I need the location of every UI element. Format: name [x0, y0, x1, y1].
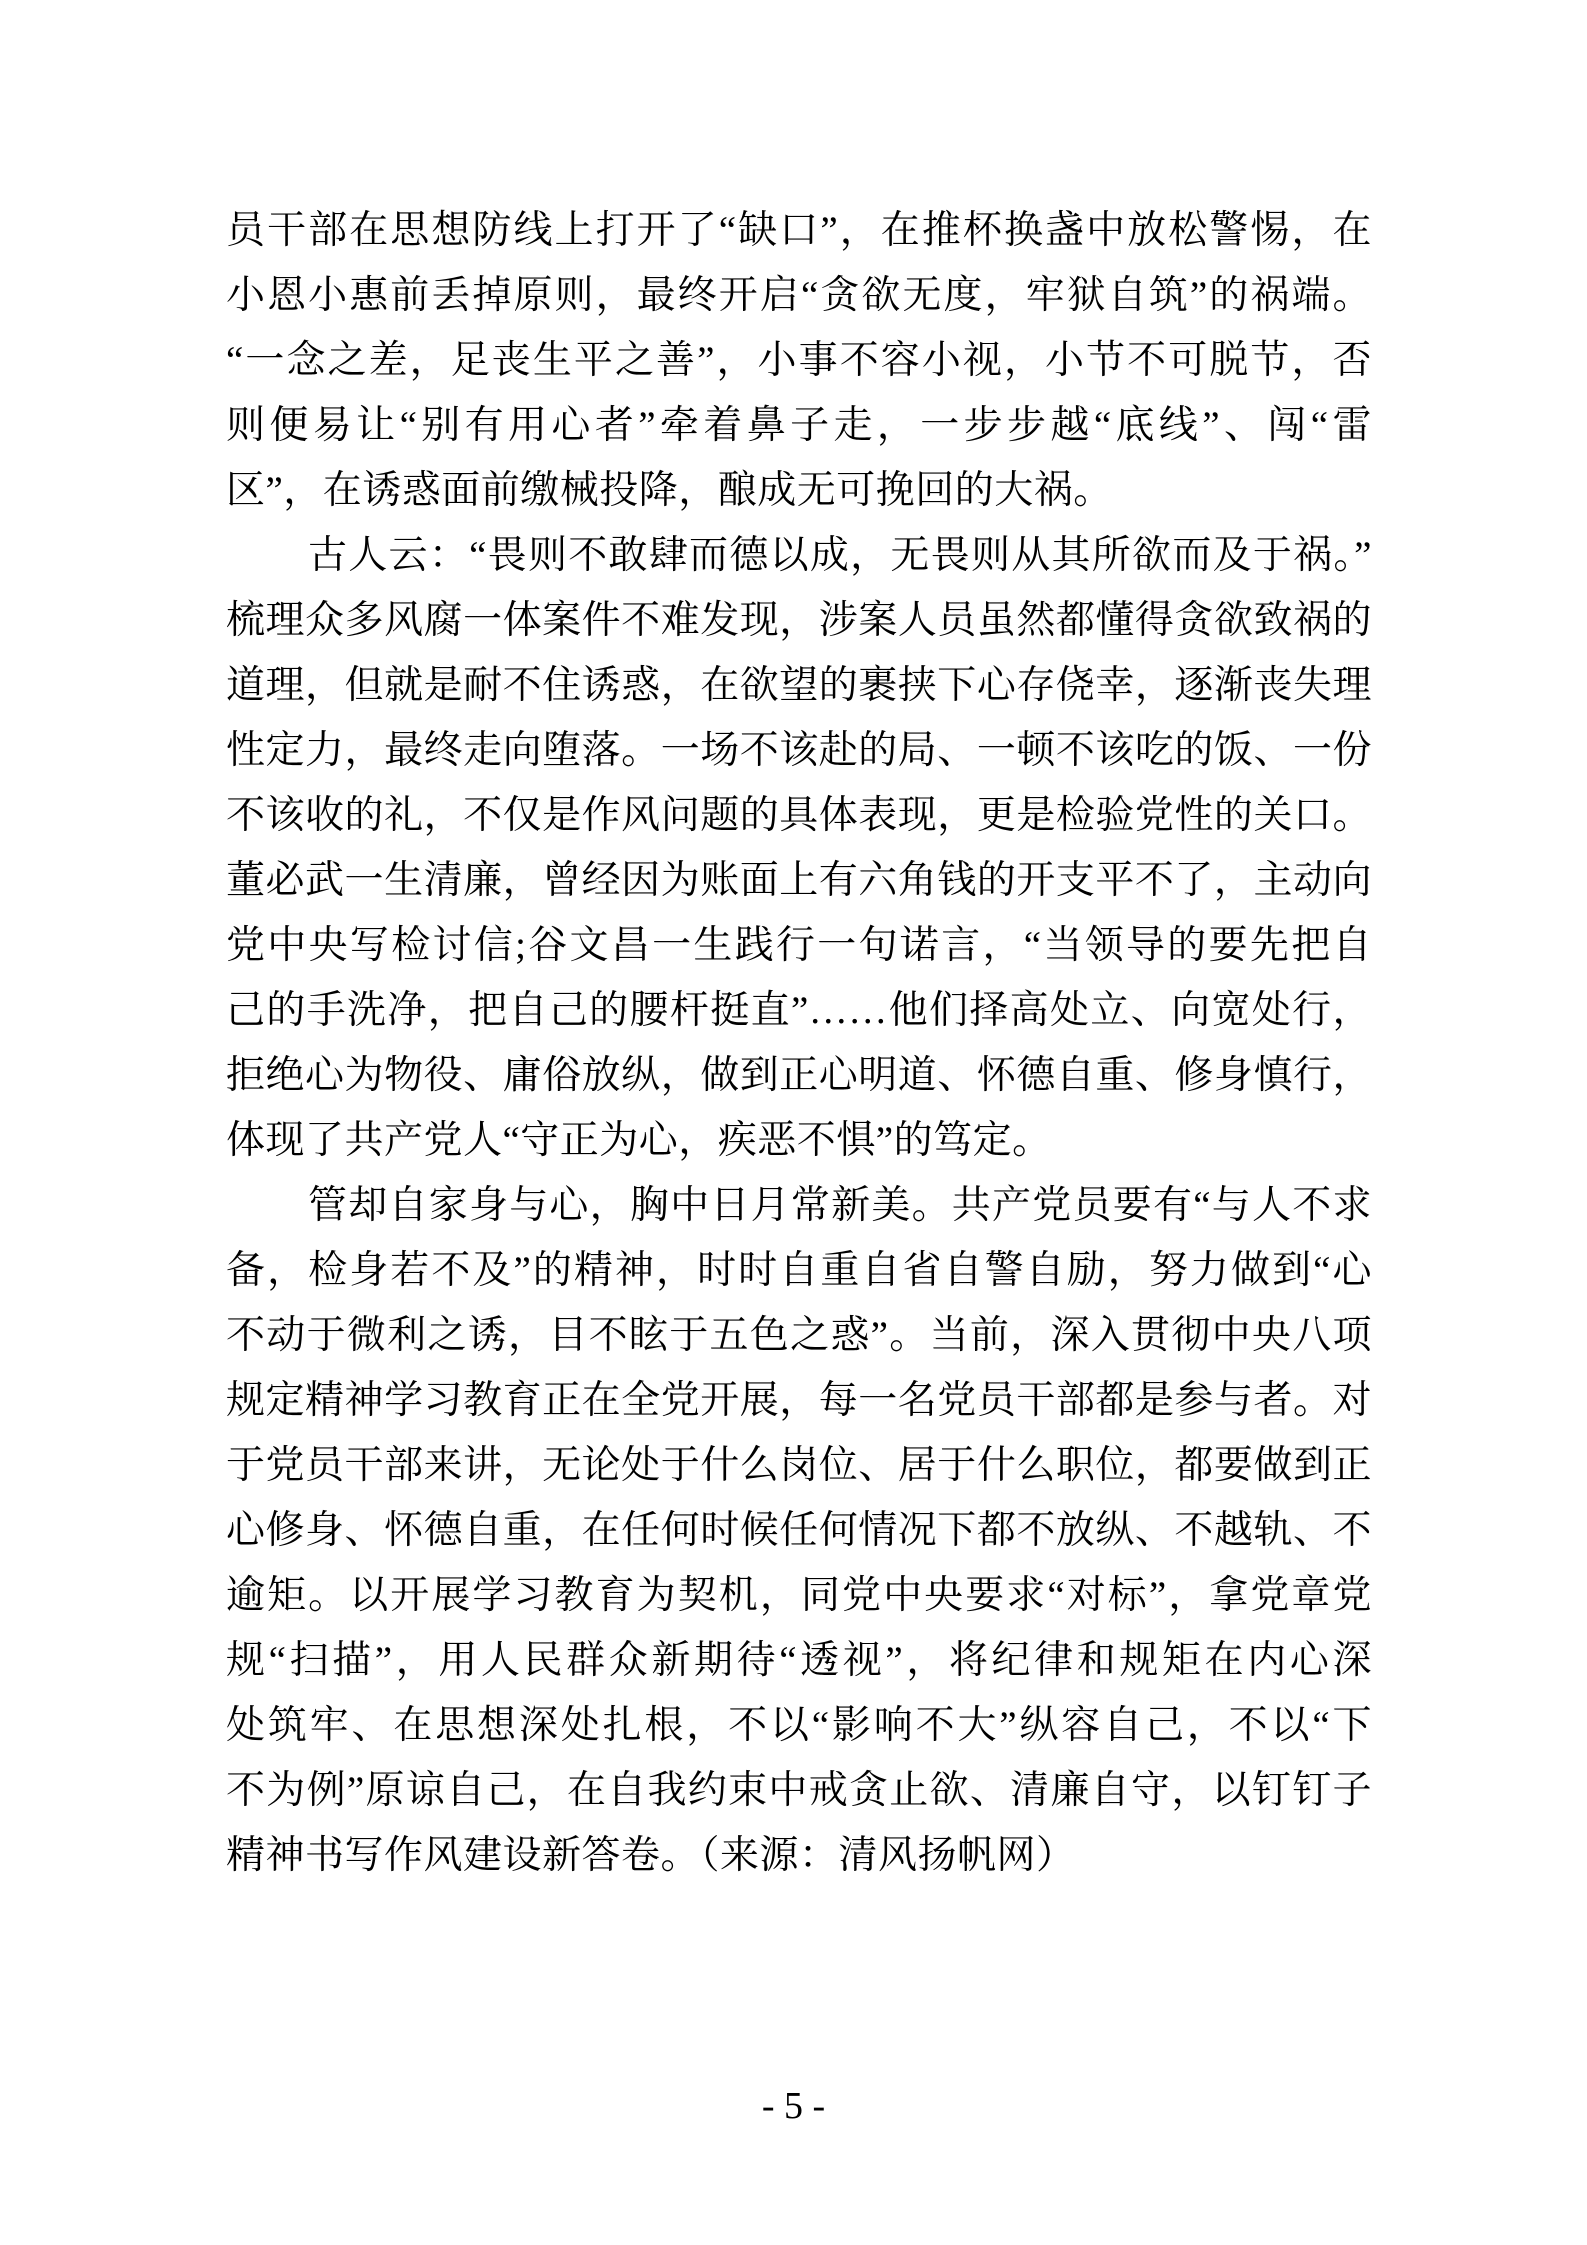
text-line: “一念之差，足丧生平之善”，小事不容小视，小节不可脱节，否: [226, 339, 1372, 382]
text-line: 不动于微利之诱，目不眩于五色之惑”。当前，深入贯彻中央八项: [226, 1314, 1372, 1357]
text-line: 性定力，最终走向堕落。一场不该赴的局、一顿不该吃的饭、一份: [226, 729, 1372, 772]
text-line: 梳理众多风腐一体案件不难发现，涉案人员虽然都懂得贪欲致祸的: [226, 599, 1372, 642]
text-line: 规定精神学习教育正在全党开展，每一名党员干部都是参与者。对: [226, 1379, 1372, 1422]
text-line: 精神书写作风建设新答卷。（来源：清风扬帆网）: [226, 1834, 1076, 1877]
text-line: 逾矩。以开展学习教育为契机，同党中央要求“对标”，拿党章党: [226, 1574, 1372, 1617]
text-line: 规“扫描”，用人民群众新期待“透视”，将纪律和规矩在内心深: [226, 1639, 1372, 1682]
text-line: 董必武一生清廉，曾经因为账面上有六角钱的开支平不了，主动向: [226, 859, 1372, 902]
text-line: 道理，但就是耐不住诱惑，在欲望的裹挟下心存侥幸，逐渐丧失理: [226, 664, 1372, 707]
text-line: 心修身、怀德自重，在任何时候任何情况下都不放纵、不越轨、不: [226, 1509, 1372, 1552]
text-line: 不该收的礼，不仅是作风问题的具体表现，更是检验党性的关口。: [226, 794, 1372, 837]
text-line: 于党员干部来讲，无论处于什么岗位、居于什么职位，都要做到正: [226, 1444, 1372, 1487]
text-line: 区”，在诱惑面前缴械投降，酿成无可挽回的大祸。: [226, 469, 1113, 512]
text-line: 不为例”原谅自己，在自我约束中戒贪止欲、清廉自守，以钉钉子: [226, 1769, 1372, 1812]
document-body: [226, 198, 1372, 1888]
text-line: 党中央写检讨信;谷文昌一生践行一句诺言，“当领导的要先把自: [226, 924, 1372, 967]
text-line: 古人云：“畏则不敢肆而德以成，无畏则从其所欲而及于祸。”: [308, 534, 1372, 577]
text-line: 则便易让“别有用心者”牵着鼻子走，一步步越“底线”、闯“雷: [226, 404, 1372, 447]
page-number: - 5 -: [761, 2085, 826, 2127]
text-line: 拒绝心为物役、庸俗放纵，做到正心明道、怀德自重、修身慎行，: [226, 1054, 1372, 1097]
text-line: 管却自家身与心，胸中日月常新美。共产党员要有“与人不求: [308, 1184, 1372, 1227]
text-line: 己的手洗净，把自己的腰杆挺直”……他们择高处立、向宽处行，: [226, 989, 1372, 1032]
text-line: 小恩小惠前丢掉原则，最终开启“贪欲无度，牢狱自筑”的祸端。: [226, 274, 1372, 317]
text-line: 体现了共产党人“守正为心，疾恶不惧”的笃定。: [226, 1119, 1052, 1162]
text-line: 处筑牢、在思想深处扎根，不以“影响不大”纵容自己，不以“下: [226, 1704, 1372, 1747]
text-line: 备，检身若不及”的精神，时时自重自省自警自励，努力做到“心: [226, 1249, 1372, 1292]
text-line: 员干部在思想防线上打开了“缺口”，在推杯换盏中放松警惕，在: [226, 209, 1372, 252]
